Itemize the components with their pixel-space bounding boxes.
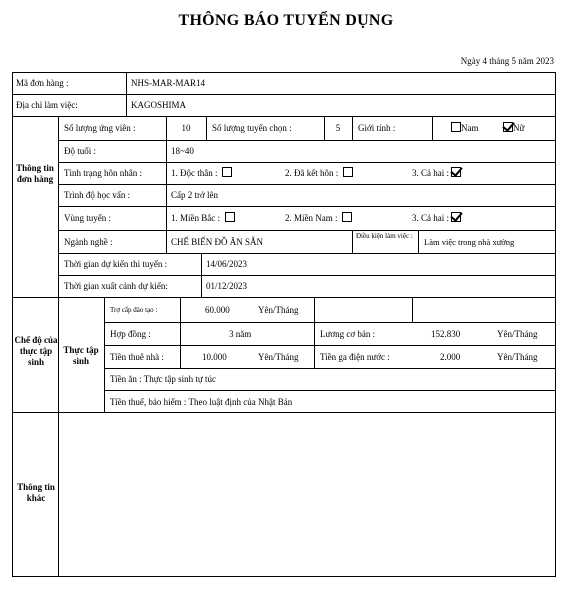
order-code-label: Mã đơn hàng :: [16, 78, 69, 88]
row-divider: [104, 322, 556, 323]
region-label: Vùng tuyển :: [64, 213, 111, 223]
notice-date: Ngày 4 tháng 5 năm 2023: [460, 56, 554, 66]
table-border-right: [555, 72, 556, 576]
salary-label: Lương cơ bản :: [320, 329, 376, 339]
condition-label: Điều kiện làm việc :: [356, 232, 413, 240]
gender-female-checkbox[interactable]: [503, 122, 513, 132]
contract-label: Hợp đồng :: [110, 329, 151, 339]
col-divider: [180, 297, 181, 368]
marital-both-option[interactable]: [412, 167, 461, 179]
benefits-group-label: Chế độ của thực tập sinh: [14, 335, 58, 367]
applicants-value: 10: [181, 123, 191, 133]
selected-label: Số lượng tuyển chọn :: [212, 123, 292, 133]
gender-male-checkbox[interactable]: [451, 122, 461, 132]
region-north-option[interactable]: [171, 212, 235, 224]
region-both-option[interactable]: [412, 212, 461, 224]
row-divider: [58, 184, 556, 185]
row-divider: [104, 390, 556, 391]
benefits-sub-label: Thực tập sinh: [63, 345, 99, 366]
industry-value: CHẾ BIẾN ĐỒ ĂN SẴN: [171, 237, 263, 247]
col-divider: [352, 230, 353, 253]
region-north-text: 1. Miền Bắc :: [171, 213, 220, 223]
marital-both-text: 3. Cả hai :: [412, 168, 449, 178]
region-south-text: 2. Miền Nam :: [285, 213, 338, 223]
departure-label: Thời gian xuất cảnh dự kiến:: [64, 281, 168, 291]
col-divider: [206, 116, 207, 140]
salary-value: 152.830: [431, 329, 461, 339]
region-both-checkbox[interactable]: [451, 212, 461, 222]
exam-value: 14/06/2023: [206, 259, 248, 269]
row-divider: [58, 253, 556, 254]
rent-unit: Yên/Tháng: [258, 352, 299, 362]
col-divider: [104, 297, 105, 412]
rent-value: 10.000: [202, 352, 227, 362]
education-label: Trình độ học vấn :: [64, 190, 131, 200]
gender-male-option[interactable]: [451, 122, 479, 134]
col-divider: [418, 230, 419, 253]
contract-value: 3 năm: [229, 329, 252, 339]
row-divider: [58, 140, 556, 141]
workplace-label: Địa chỉ làm việc:: [16, 100, 78, 110]
gender-male-text: Nam: [461, 123, 479, 133]
marital-single-option[interactable]: [171, 167, 232, 179]
table-border-left: [12, 72, 13, 576]
marital-label: Tình trạng hôn nhân :: [64, 168, 142, 178]
training-value: 60.000: [205, 305, 230, 315]
row-divider: [12, 94, 556, 95]
order-info-group-label: Thông tin đơn hàng: [16, 163, 54, 184]
salary-unit: Yên/Tháng: [497, 329, 538, 339]
col-divider: [126, 72, 127, 116]
row-divider: [104, 345, 556, 346]
marital-married-text: 2. Đã kết hôn :: [285, 168, 339, 178]
region-south-option[interactable]: [285, 212, 352, 224]
order-code-value: NHS-MAR-MAR14: [131, 78, 206, 88]
region-north-checkbox[interactable]: [225, 212, 235, 222]
col-divider: [58, 116, 59, 412]
row-divider: [58, 162, 556, 163]
marital-both-checkbox[interactable]: [451, 167, 461, 177]
education-value: Cấp 2 trở lên: [171, 190, 218, 200]
row-divider: [58, 275, 556, 276]
training-label: Trợ cấp đào tạo :: [110, 306, 158, 314]
departure-value: 01/12/2023: [206, 281, 248, 291]
exam-label: Thời gian dự kiến thi tuyển :: [64, 259, 168, 269]
age-value: 18~40: [171, 146, 194, 156]
other-info-group-label: Thông tin khác: [17, 482, 55, 503]
col-divider: [352, 116, 353, 140]
row-divider: [12, 297, 556, 298]
col-divider: [412, 297, 413, 322]
food-note: Tiền ăn : Thực tập sinh tự túc: [110, 374, 217, 384]
utility-unit: Yên/Tháng: [497, 352, 538, 362]
table-border-top: [12, 72, 556, 73]
row-divider: [12, 116, 556, 117]
col-divider: [201, 253, 202, 297]
condition-value: Làm việc trong nhà xưởng: [424, 237, 515, 247]
applicants-label: Số lượng ứng viên :: [64, 123, 136, 133]
table-border-bottom: [12, 576, 556, 577]
gender-female-option[interactable]: [503, 122, 524, 134]
utility-value: 2.000: [440, 352, 461, 362]
region-both-text: 3. Cả hai :: [412, 213, 449, 223]
tax-note: Tiền thuế, bảo hiểm : Theo luật định của Nhật Bản: [110, 397, 293, 407]
page-title: THÔNG BÁO TUYỂN DỤNG: [178, 12, 394, 29]
col-divider: [166, 116, 167, 253]
selected-value: 5: [335, 123, 341, 133]
marital-single-checkbox[interactable]: [222, 167, 232, 177]
utility-label: Tiền ga điện nước :: [320, 352, 390, 362]
marital-single-text: 1. Độc thân :: [171, 168, 218, 178]
gender-female-text: Nữ: [513, 123, 525, 133]
rent-label: Tiền thuê nhà :: [110, 352, 164, 362]
other-info-content[interactable]: [59, 413, 555, 576]
training-unit: Yên/Tháng: [258, 305, 299, 315]
row-divider: [58, 206, 556, 207]
marital-married-checkbox[interactable]: [343, 167, 353, 177]
col-divider: [432, 116, 433, 140]
gender-label: Giới tính :: [358, 123, 396, 133]
marital-married-option[interactable]: [285, 167, 353, 179]
workplace-value: KAGOSHIMA: [131, 100, 187, 110]
region-south-checkbox[interactable]: [342, 212, 352, 222]
col-divider: [314, 297, 315, 368]
row-divider: [104, 368, 556, 369]
age-label: Độ tuổi :: [64, 146, 97, 156]
row-divider: [58, 230, 556, 231]
industry-label: Ngành nghề :: [64, 237, 113, 247]
